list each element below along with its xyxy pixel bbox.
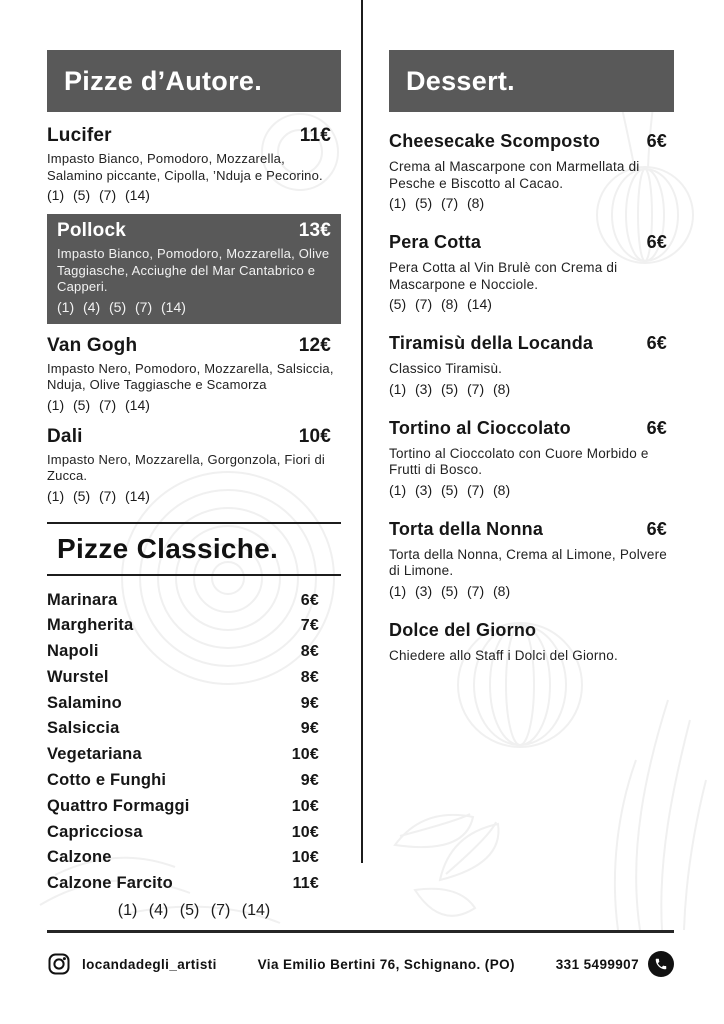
column-right bbox=[389, 50, 674, 920]
item-name: Salamino bbox=[47, 693, 122, 712]
item-name: Margherita bbox=[47, 616, 134, 635]
classic-pizza-list bbox=[47, 588, 341, 898]
menu-item-van-gogh bbox=[47, 334, 341, 415]
section-title-pizze-autore: Pizze d’Autore. bbox=[64, 65, 263, 96]
item-allergens: (1) (3) (5) (7) (8) bbox=[389, 582, 511, 599]
item-name: Capricciosa bbox=[47, 822, 143, 841]
item-allergens: (1) (5) (7) (14) bbox=[47, 487, 150, 504]
item-allergens: (1) (3) (5) (7) (8) bbox=[389, 481, 511, 498]
item-name: Napoli bbox=[47, 642, 99, 661]
item-description: Impasto Nero, Mozzarella, Gorgonzola, Fiori di Zucca. bbox=[47, 451, 325, 483]
divider-line bbox=[47, 574, 341, 576]
item-description: Impasto Bianco, Pomodoro, Mozzarella, Olive Taggiasche, Acciughe del Mar Cantabrico e Capperi. bbox=[57, 246, 330, 294]
menu-item-pera-cotta bbox=[389, 231, 674, 314]
footer-divider-line bbox=[47, 930, 674, 933]
menu-item-tortino-cioccolato bbox=[389, 417, 674, 500]
item-name: Dali bbox=[47, 425, 83, 447]
list-item bbox=[47, 768, 341, 794]
item-allergens: (1) (3) (5) (7) (8) bbox=[389, 380, 511, 397]
item-name: Salsiccia bbox=[47, 719, 120, 738]
list-item bbox=[47, 794, 341, 820]
item-price: 10€ bbox=[298, 425, 331, 447]
footer-phone bbox=[556, 951, 674, 977]
list-item bbox=[47, 742, 341, 768]
list-item bbox=[47, 639, 341, 665]
section-title-dessert: Dessert. bbox=[406, 65, 515, 96]
item-name: Tortino al Cioccolato bbox=[389, 417, 571, 438]
menu-item-lucifer bbox=[47, 124, 341, 205]
item-name: Cheesecake Scomposto bbox=[389, 131, 601, 151]
item-price: 9€ bbox=[300, 694, 319, 712]
instagram-handle: locandadegli_artisti bbox=[82, 956, 217, 972]
menu-content bbox=[47, 50, 674, 920]
footer bbox=[47, 944, 674, 984]
phone-icon bbox=[648, 951, 674, 977]
item-description: Impasto Nero, Pomodoro, Mozzarella, Salsiccia, Nduja, Olive Taggiasche e Scamorza bbox=[47, 360, 334, 392]
item-price: 8€ bbox=[300, 643, 319, 661]
item-name: Pollock bbox=[57, 220, 126, 241]
item-price: 7€ bbox=[300, 617, 319, 635]
item-price: 9€ bbox=[300, 720, 319, 738]
item-allergens: (1) (5) (7) (14) bbox=[47, 396, 150, 413]
item-description: Pera Cotta al Vin Brulè con Crema di Mascarpone e Nocciole. bbox=[389, 260, 618, 292]
item-name: Vegetariana bbox=[47, 745, 142, 764]
item-name: Tiramisù della Locanda bbox=[389, 333, 594, 353]
item-description: Chiedere allo Staff i Dolci del Giorno. bbox=[389, 647, 618, 663]
list-item bbox=[47, 588, 341, 614]
item-name: Cotto e Funghi bbox=[47, 771, 167, 790]
item-price: 6€ bbox=[646, 131, 667, 151]
item-name: Lucifer bbox=[47, 125, 112, 146]
phone-number: 331 5499907 bbox=[555, 956, 639, 972]
menu-item-dolce-del-giorno bbox=[389, 619, 674, 665]
item-description: Impasto Bianco, Pomodoro, Mozzarella, Salamino piccante, Cipolla, ’Nduja e Pecorino. bbox=[47, 151, 323, 183]
list-item bbox=[47, 613, 341, 639]
instagram-icon bbox=[47, 952, 71, 976]
item-description: Crema al Mascarpone con Marmellata di Pesche e Biscotto al Cacao. bbox=[389, 159, 640, 191]
list-item bbox=[47, 665, 341, 691]
item-price: 13€ bbox=[298, 220, 331, 241]
list-item bbox=[47, 871, 341, 897]
item-name: Marinara bbox=[47, 590, 118, 609]
item-price: 6€ bbox=[646, 232, 667, 252]
footer-address: Via Emilio Bertini 76, Schignano. (PO) bbox=[257, 956, 515, 972]
item-price: 10€ bbox=[291, 746, 319, 764]
item-name: Calzone Farcito bbox=[47, 874, 173, 893]
item-name: Quattro Formaggi bbox=[47, 796, 190, 815]
item-allergens: (1) (5) (7) (8) bbox=[389, 195, 485, 211]
footer-instagram bbox=[47, 952, 217, 976]
item-description: Classico Tiramisù. bbox=[389, 361, 503, 376]
item-name: Calzone bbox=[47, 848, 112, 867]
item-description: Torta della Nonna, Crema al Limone, Polvere di Limone. bbox=[389, 546, 667, 578]
item-price: 12€ bbox=[298, 334, 331, 356]
item-price: 6€ bbox=[646, 417, 667, 438]
section-allergens: (1) (4) (5) (7) (14) bbox=[117, 902, 271, 920]
menu-item-pollock bbox=[47, 214, 341, 324]
item-price: 10€ bbox=[291, 823, 319, 841]
list-item bbox=[47, 716, 341, 742]
item-price: 8€ bbox=[300, 668, 319, 686]
item-price: 10€ bbox=[291, 849, 319, 867]
list-item bbox=[47, 845, 341, 871]
menu-item-dali bbox=[47, 425, 341, 506]
item-price: 10€ bbox=[291, 797, 319, 815]
menu-item-tiramisu bbox=[389, 332, 674, 399]
column-left bbox=[47, 50, 341, 920]
item-allergens: (1) (4) (5) (7) (14) bbox=[57, 298, 186, 315]
item-name: Torta della Nonna bbox=[389, 518, 544, 539]
item-price: 9€ bbox=[300, 772, 319, 790]
item-price: 6€ bbox=[646, 518, 667, 539]
menu-item-torta-della-nonna bbox=[389, 518, 674, 601]
item-name: Dolce del Giorno bbox=[389, 619, 537, 640]
menu-item-cheesecake-scomposto bbox=[389, 130, 674, 213]
item-allergens: (1) (5) (7) (14) bbox=[47, 187, 150, 203]
section-title-pizze-classiche: Pizze Classiche. bbox=[57, 532, 279, 564]
item-allergens: (5) (7) (8) (14) bbox=[389, 296, 492, 312]
item-name: Pera Cotta bbox=[389, 232, 482, 252]
item-name: Van Gogh bbox=[47, 334, 138, 356]
item-price: 6€ bbox=[646, 333, 667, 353]
item-price: 11€ bbox=[292, 875, 319, 893]
item-price: 11€ bbox=[299, 125, 331, 146]
item-name: Wurstel bbox=[47, 667, 109, 686]
item-price: 6€ bbox=[300, 591, 319, 609]
list-item bbox=[47, 691, 341, 717]
section-header-pizze-autore bbox=[47, 50, 341, 112]
divider-line bbox=[47, 522, 341, 524]
item-description: Tortino al Cioccolato con Cuore Morbido e Frutti di Bosco. bbox=[389, 445, 649, 477]
section-header-dessert bbox=[389, 50, 674, 112]
list-item bbox=[47, 820, 341, 846]
